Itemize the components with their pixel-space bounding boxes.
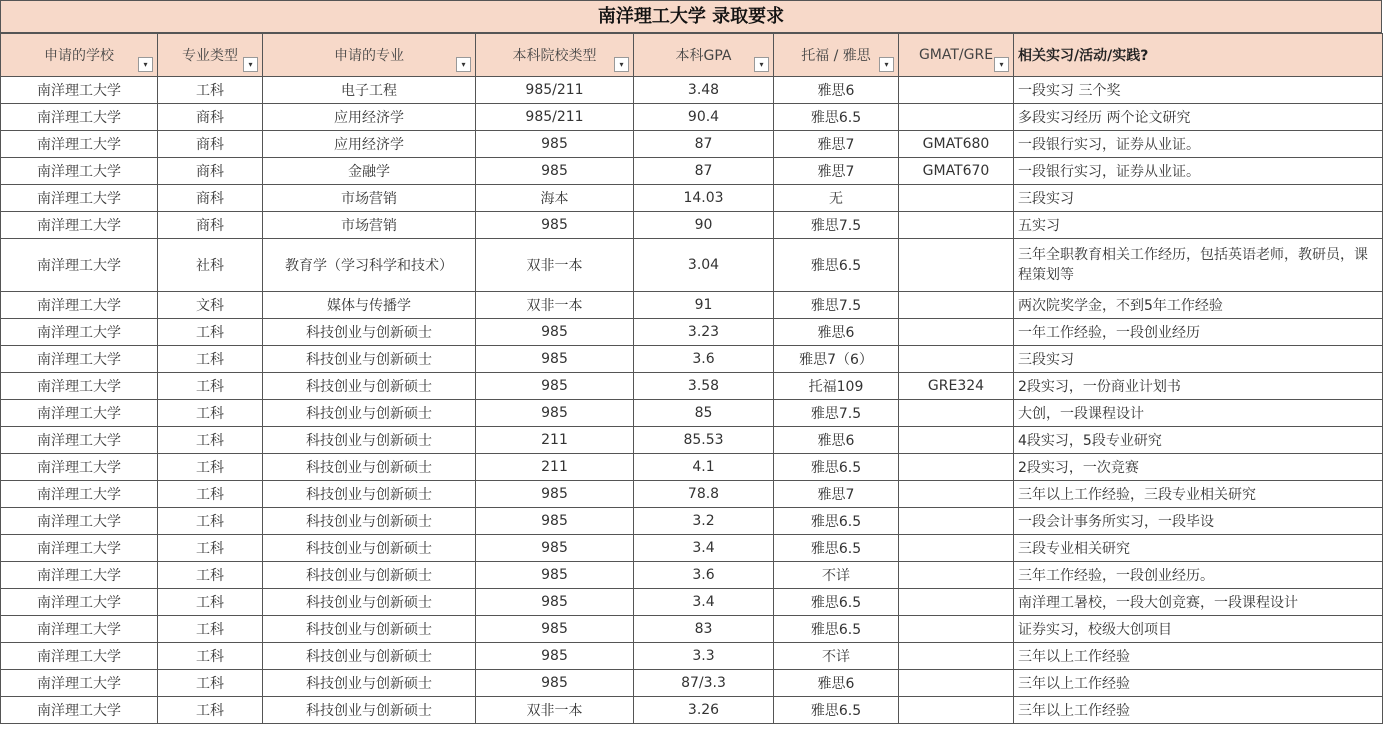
- cell-major-type[interactable]: 工科: [158, 454, 263, 481]
- cell-major[interactable]: 科技创业与创新硕士: [263, 481, 476, 508]
- cell-gpa[interactable]: 3.04: [634, 239, 774, 292]
- cell-gpa[interactable]: 3.58: [634, 373, 774, 400]
- cell-gmat-gre[interactable]: [899, 346, 1014, 373]
- cell-undergrad-type[interactable]: 985/211: [476, 77, 634, 104]
- cell-undergrad-type[interactable]: 985: [476, 319, 634, 346]
- cell-gpa[interactable]: 3.3: [634, 643, 774, 670]
- sheet-title: 南洋理工大学 录取要求: [0, 0, 1382, 33]
- cell-experience[interactable]: 多段实习经历 两个论文研究: [1014, 104, 1383, 131]
- cell-major-type[interactable]: 工科: [158, 346, 263, 373]
- cell-undergrad-type[interactable]: 985: [476, 212, 634, 239]
- cell-school[interactable]: 南洋理工大学: [1, 185, 158, 212]
- table-row: [1, 643, 1383, 670]
- cell-major-type[interactable]: 工科: [158, 319, 263, 346]
- cell-experience[interactable]: 2段实习，一份商业计划书: [1014, 373, 1383, 400]
- cell-language-score[interactable]: 雅思6: [774, 319, 899, 346]
- cell-major-type[interactable]: 工科: [158, 400, 263, 427]
- cell-gmat-gre[interactable]: [899, 643, 1014, 670]
- cell-major-type[interactable]: 工科: [158, 589, 263, 616]
- cell-school[interactable]: 南洋理工大学: [1, 481, 158, 508]
- cell-undergrad-type[interactable]: 985: [476, 535, 634, 562]
- cell-experience[interactable]: 一年工作经验，一段创业经历: [1014, 319, 1383, 346]
- cell-gpa[interactable]: 85.53: [634, 427, 774, 454]
- table-body: [1, 77, 1383, 724]
- cell-school[interactable]: 南洋理工大学: [1, 589, 158, 616]
- table-row: [1, 589, 1383, 616]
- cell-language-score[interactable]: 雅思7: [774, 158, 899, 185]
- cell-major-type[interactable]: 工科: [158, 481, 263, 508]
- cell-undergrad-type[interactable]: 985: [476, 481, 634, 508]
- cell-major-type[interactable]: 商科: [158, 104, 263, 131]
- table-row: [1, 454, 1383, 481]
- filter-dropdown-icon[interactable]: ▾: [994, 57, 1009, 72]
- cell-school[interactable]: 南洋理工大学: [1, 670, 158, 697]
- cell-language-score[interactable]: 雅思6.5: [774, 239, 899, 292]
- cell-gmat-gre[interactable]: [899, 239, 1014, 292]
- cell-undergrad-type[interactable]: 985: [476, 508, 634, 535]
- cell-undergrad-type[interactable]: 985: [476, 400, 634, 427]
- cell-major-type[interactable]: 商科: [158, 158, 263, 185]
- cell-gpa[interactable]: 3.6: [634, 562, 774, 589]
- cell-major-type[interactable]: 工科: [158, 508, 263, 535]
- table-row: [1, 239, 1383, 292]
- cell-language-score[interactable]: 雅思7.5: [774, 292, 899, 319]
- header-gmat-gre: GMAT/GRE ▾: [899, 34, 1014, 77]
- cell-major-type[interactable]: 社科: [158, 239, 263, 292]
- header-major: 申请的专业 ▾: [263, 34, 476, 77]
- cell-gmat-gre[interactable]: GMAT680: [899, 131, 1014, 158]
- cell-experience[interactable]: 一段银行实习，证券从业证。: [1014, 158, 1383, 185]
- cell-experience[interactable]: 一段实习 三个奖: [1014, 77, 1383, 104]
- cell-gmat-gre[interactable]: [899, 535, 1014, 562]
- cell-experience[interactable]: 大创，一段课程设计: [1014, 400, 1383, 427]
- cell-experience[interactable]: 三段专业相关研究: [1014, 535, 1383, 562]
- cell-gmat-gre[interactable]: [899, 400, 1014, 427]
- cell-major[interactable]: 科技创业与创新硕士: [263, 670, 476, 697]
- table-row: [1, 131, 1383, 158]
- cell-school[interactable]: 南洋理工大学: [1, 131, 158, 158]
- cell-gpa[interactable]: 83: [634, 616, 774, 643]
- cell-experience[interactable]: 五实习: [1014, 212, 1383, 239]
- cell-major[interactable]: 科技创业与创新硕士: [263, 427, 476, 454]
- cell-major[interactable]: 科技创业与创新硕士: [263, 373, 476, 400]
- cell-gmat-gre[interactable]: GRE324: [899, 373, 1014, 400]
- cell-gpa[interactable]: 14.03: [634, 185, 774, 212]
- cell-experience[interactable]: 三年以上工作经验: [1014, 697, 1383, 724]
- cell-school[interactable]: 南洋理工大学: [1, 77, 158, 104]
- filter-dropdown-icon[interactable]: ▾: [614, 57, 629, 72]
- cell-gpa[interactable]: 4.1: [634, 454, 774, 481]
- cell-undergrad-type[interactable]: 985: [476, 589, 634, 616]
- cell-school[interactable]: 南洋理工大学: [1, 427, 158, 454]
- cell-experience[interactable]: 三段实习: [1014, 346, 1383, 373]
- table-row: [1, 158, 1383, 185]
- cell-experience[interactable]: 2段实习，一次竞赛: [1014, 454, 1383, 481]
- cell-gmat-gre[interactable]: [899, 589, 1014, 616]
- header-experience: 相关实习/活动/实践?: [1014, 34, 1383, 77]
- cell-major-type[interactable]: 工科: [158, 697, 263, 724]
- table-row: [1, 319, 1383, 346]
- cell-language-score[interactable]: 无: [774, 185, 899, 212]
- cell-language-score[interactable]: 雅思6.5: [774, 454, 899, 481]
- cell-gmat-gre[interactable]: [899, 670, 1014, 697]
- cell-major[interactable]: 科技创业与创新硕士: [263, 535, 476, 562]
- cell-language-score[interactable]: 雅思7: [774, 131, 899, 158]
- cell-school[interactable]: 南洋理工大学: [1, 454, 158, 481]
- cell-major[interactable]: 科技创业与创新硕士: [263, 346, 476, 373]
- cell-major-type[interactable]: 工科: [158, 373, 263, 400]
- cell-major[interactable]: 电子工程: [263, 77, 476, 104]
- cell-major[interactable]: 科技创业与创新硕士: [263, 454, 476, 481]
- cell-language-score[interactable]: 雅思7: [774, 481, 899, 508]
- header-gpa: 本科GPA ▾: [634, 34, 774, 77]
- table-row: [1, 212, 1383, 239]
- cell-major[interactable]: 应用经济学: [263, 131, 476, 158]
- table-row: [1, 427, 1383, 454]
- cell-language-score[interactable]: 托福109: [774, 373, 899, 400]
- cell-language-score[interactable]: 雅思6.5: [774, 616, 899, 643]
- cell-major-type[interactable]: 商科: [158, 131, 263, 158]
- header-language-score: 托福 / 雅思 ▾: [774, 34, 899, 77]
- cell-experience[interactable]: 三年全职教育相关工作经历，包括英语老师，教研员，课程策划等: [1014, 239, 1383, 292]
- cell-undergrad-type[interactable]: 985: [476, 643, 634, 670]
- admission-table: [0, 33, 1383, 724]
- cell-gmat-gre[interactable]: [899, 212, 1014, 239]
- cell-gpa[interactable]: 3.48: [634, 77, 774, 104]
- cell-gmat-gre[interactable]: [899, 562, 1014, 589]
- cell-gpa[interactable]: 3.26: [634, 697, 774, 724]
- cell-language-score[interactable]: 雅思6: [774, 77, 899, 104]
- header-school: 申请的学校 ▾: [1, 34, 158, 77]
- filter-dropdown-icon[interactable]: ▾: [754, 57, 769, 72]
- cell-major-type[interactable]: 工科: [158, 535, 263, 562]
- cell-gpa[interactable]: 91: [634, 292, 774, 319]
- table-row: [1, 400, 1383, 427]
- cell-experience[interactable]: 三年工作经验，一段创业经历。: [1014, 562, 1383, 589]
- cell-undergrad-type[interactable]: 985: [476, 616, 634, 643]
- cell-experience[interactable]: 证券实习，校级大创项目: [1014, 616, 1383, 643]
- header-major-type: 专业类型 ▾: [158, 34, 263, 77]
- cell-major[interactable]: 科技创业与创新硕士: [263, 643, 476, 670]
- cell-language-score[interactable]: 雅思7.5: [774, 400, 899, 427]
- filter-dropdown-icon[interactable]: ▾: [456, 57, 471, 72]
- cell-gmat-gre[interactable]: [899, 77, 1014, 104]
- table-row: [1, 535, 1383, 562]
- cell-language-score[interactable]: 雅思6.5: [774, 104, 899, 131]
- cell-gmat-gre[interactable]: [899, 319, 1014, 346]
- table-row: [1, 373, 1383, 400]
- cell-major-type[interactable]: 工科: [158, 670, 263, 697]
- table-row: [1, 77, 1383, 104]
- cell-gmat-gre[interactable]: [899, 697, 1014, 724]
- cell-major-type[interactable]: 工科: [158, 427, 263, 454]
- cell-gpa[interactable]: 90.4: [634, 104, 774, 131]
- cell-major[interactable]: 媒体与传播学: [263, 292, 476, 319]
- cell-gmat-gre[interactable]: [899, 104, 1014, 131]
- cell-gpa[interactable]: 3.4: [634, 535, 774, 562]
- table-row: [1, 185, 1383, 212]
- cell-gpa[interactable]: 85: [634, 400, 774, 427]
- cell-school[interactable]: 南洋理工大学: [1, 158, 158, 185]
- cell-language-score[interactable]: 雅思7（6）: [774, 346, 899, 373]
- cell-undergrad-type[interactable]: 985/211: [476, 104, 634, 131]
- cell-undergrad-type[interactable]: 双非一本: [476, 697, 634, 724]
- cell-school[interactable]: 南洋理工大学: [1, 535, 158, 562]
- cell-major[interactable]: 科技创业与创新硕士: [263, 589, 476, 616]
- table-row: [1, 562, 1383, 589]
- cell-gmat-gre[interactable]: [899, 292, 1014, 319]
- cell-experience[interactable]: 三段实习: [1014, 185, 1383, 212]
- cell-language-score[interactable]: 不详: [774, 643, 899, 670]
- cell-major-type[interactable]: 商科: [158, 212, 263, 239]
- cell-language-score[interactable]: 雅思6.5: [774, 535, 899, 562]
- cell-major-type[interactable]: 商科: [158, 185, 263, 212]
- table-row: [1, 670, 1383, 697]
- cell-undergrad-type[interactable]: 211: [476, 454, 634, 481]
- cell-major-type[interactable]: 工科: [158, 616, 263, 643]
- cell-major[interactable]: 市场营销: [263, 185, 476, 212]
- cell-undergrad-type[interactable]: 双非一本: [476, 239, 634, 292]
- cell-gmat-gre[interactable]: [899, 481, 1014, 508]
- cell-gpa[interactable]: 3.4: [634, 589, 774, 616]
- cell-gmat-gre[interactable]: [899, 185, 1014, 212]
- table-row: [1, 292, 1383, 319]
- cell-major[interactable]: 科技创业与创新硕士: [263, 562, 476, 589]
- cell-language-score[interactable]: 雅思7.5: [774, 212, 899, 239]
- cell-language-score[interactable]: 雅思6.5: [774, 589, 899, 616]
- cell-major[interactable]: 科技创业与创新硕士: [263, 616, 476, 643]
- cell-school[interactable]: 南洋理工大学: [1, 616, 158, 643]
- cell-gpa[interactable]: 3.6: [634, 346, 774, 373]
- cell-major[interactable]: 科技创业与创新硕士: [263, 319, 476, 346]
- cell-experience[interactable]: 一段会计事务所实习，一段毕设: [1014, 508, 1383, 535]
- cell-gmat-gre[interactable]: [899, 454, 1014, 481]
- cell-school[interactable]: 南洋理工大学: [1, 292, 158, 319]
- cell-gpa[interactable]: 87: [634, 131, 774, 158]
- table-row: [1, 697, 1383, 724]
- cell-undergrad-type[interactable]: 985: [476, 346, 634, 373]
- cell-language-score[interactable]: 不详: [774, 562, 899, 589]
- cell-gmat-gre[interactable]: [899, 616, 1014, 643]
- cell-language-score[interactable]: 雅思6.5: [774, 697, 899, 724]
- table-row: [1, 616, 1383, 643]
- cell-school[interactable]: 南洋理工大学: [1, 373, 158, 400]
- table-row: [1, 508, 1383, 535]
- cell-major[interactable]: 科技创业与创新硕士: [263, 400, 476, 427]
- cell-language-score[interactable]: 雅思6.5: [774, 508, 899, 535]
- header-row: [1, 34, 1383, 77]
- cell-gpa[interactable]: 3.23: [634, 319, 774, 346]
- filter-dropdown-icon[interactable]: ▾: [243, 57, 258, 72]
- cell-school[interactable]: 南洋理工大学: [1, 346, 158, 373]
- cell-major[interactable]: 市场营销: [263, 212, 476, 239]
- header-undergrad-type: 本科院校类型 ▾: [476, 34, 634, 77]
- cell-undergrad-type[interactable]: 985: [476, 131, 634, 158]
- cell-school[interactable]: 南洋理工大学: [1, 508, 158, 535]
- cell-gpa[interactable]: 90: [634, 212, 774, 239]
- cell-undergrad-type[interactable]: 211: [476, 427, 634, 454]
- table-row: [1, 346, 1383, 373]
- cell-school[interactable]: 南洋理工大学: [1, 562, 158, 589]
- cell-undergrad-type[interactable]: 985: [476, 158, 634, 185]
- cell-undergrad-type[interactable]: 985: [476, 562, 634, 589]
- cell-gmat-gre[interactable]: [899, 508, 1014, 535]
- cell-major[interactable]: 教育学（学习科学和技术）: [263, 239, 476, 292]
- cell-school[interactable]: 南洋理工大学: [1, 239, 158, 292]
- filter-dropdown-icon[interactable]: ▾: [138, 57, 153, 72]
- cell-experience[interactable]: 三年以上工作经验: [1014, 643, 1383, 670]
- cell-school[interactable]: 南洋理工大学: [1, 319, 158, 346]
- cell-gmat-gre[interactable]: [899, 427, 1014, 454]
- cell-major[interactable]: 金融学: [263, 158, 476, 185]
- cell-undergrad-type[interactable]: 双非一本: [476, 292, 634, 319]
- cell-major[interactable]: 科技创业与创新硕士: [263, 697, 476, 724]
- cell-school[interactable]: 南洋理工大学: [1, 400, 158, 427]
- cell-gmat-gre[interactable]: GMAT670: [899, 158, 1014, 185]
- cell-major-type[interactable]: 文科: [158, 292, 263, 319]
- cell-language-score[interactable]: 雅思6: [774, 670, 899, 697]
- cell-gpa[interactable]: 3.2: [634, 508, 774, 535]
- cell-major-type[interactable]: 工科: [158, 562, 263, 589]
- cell-experience[interactable]: 南洋理工暑校，一段大创竞赛，一段课程设计: [1014, 589, 1383, 616]
- cell-gpa[interactable]: 87/3.3: [634, 670, 774, 697]
- cell-school[interactable]: 南洋理工大学: [1, 697, 158, 724]
- table-row: [1, 481, 1383, 508]
- cell-school[interactable]: 南洋理工大学: [1, 643, 158, 670]
- cell-school[interactable]: 南洋理工大学: [1, 104, 158, 131]
- filter-dropdown-icon[interactable]: ▾: [879, 57, 894, 72]
- cell-undergrad-type[interactable]: 985: [476, 670, 634, 697]
- cell-major[interactable]: 应用经济学: [263, 104, 476, 131]
- cell-gpa[interactable]: 78.8: [634, 481, 774, 508]
- cell-experience[interactable]: 三年以上工作经验，三段专业相关研究: [1014, 481, 1383, 508]
- cell-experience[interactable]: 4段实习，5段专业研究: [1014, 427, 1383, 454]
- cell-school[interactable]: 南洋理工大学: [1, 212, 158, 239]
- cell-major-type[interactable]: 工科: [158, 643, 263, 670]
- table-row: [1, 104, 1383, 131]
- cell-undergrad-type[interactable]: 985: [476, 373, 634, 400]
- cell-major-type[interactable]: 工科: [158, 77, 263, 104]
- cell-major[interactable]: 科技创业与创新硕士: [263, 508, 476, 535]
- cell-experience[interactable]: 两次院奖学金，不到5年工作经验: [1014, 292, 1383, 319]
- cell-experience[interactable]: 三年以上工作经验: [1014, 670, 1383, 697]
- cell-language-score[interactable]: 雅思6: [774, 427, 899, 454]
- cell-undergrad-type[interactable]: 海本: [476, 185, 634, 212]
- cell-experience[interactable]: 一段银行实习，证券从业证。: [1014, 131, 1383, 158]
- cell-gpa[interactable]: 87: [634, 158, 774, 185]
